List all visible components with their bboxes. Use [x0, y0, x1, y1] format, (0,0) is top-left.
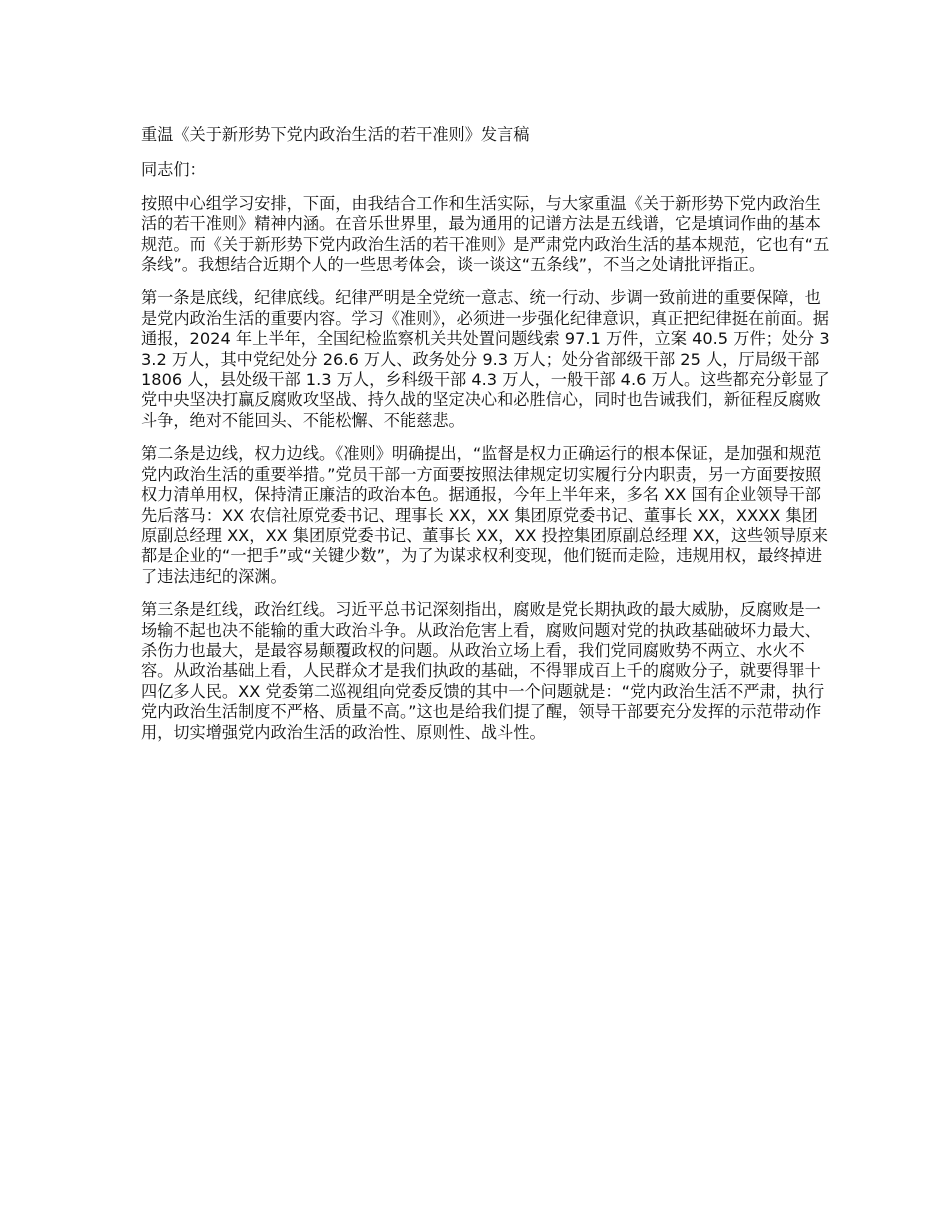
greeting: 同志们：	[141, 160, 206, 180]
paragraph-intro: 按照中心组学习安排，下面，由我结合工作和生活实际，与大家重温《关于新形势下党内政治生活的若干准则》精神内涵。在音乐世界里，最为通用的记谱方法是五线谱，它是填词作曲的基本规范。而《关于新形势下党内政治生活的若干准则》是严肃党内政治生活的基本规范，它也有“五条线”。我想结合近期个人的一些思考体会，谈一谈这“五条线”，不当之处请批评指正。	[141, 193, 830, 275]
paragraph-bottom-line: 第一条是底线，纪律底线。纪律严明是全党统一意志、统一行动、步调一致前进的重要保障，也是党内政治生活的重要内容。学习《准则》，必须进一步强化纪律意识，真正把纪律挺在前面。据通报，2024 年上半年，全国纪检监察机关共处置问题线索 97.1 万件，立案 40.5 万件；处分 33.2 万人，其中党纪处分 26.6 万人、政务处分 9.3 万人；处分省部级干部 25 人，厅局级干部 1806 人，县处级干部 1.3 万人，乡科级干部 4.3 万人，一般干部 4.6 万人。这些都充分彰显了党中央坚决打赢反腐败攻坚战、持久战的坚定决心和必胜信心，同时也告诫我们，新征程反腐败斗争，绝对不能回头、不能松懈、不能慈悲。	[141, 288, 830, 430]
paragraph-boundary-line: 第二条是边线，权力边线。《准则》明确提出，“监督是权力正确运行的根本保证，是加强和规范党内政治生活的重要举措。”党员干部一方面要按照法律规定切实履行分内职责，另一方面要按照权力清单用权，保持清正廉洁的政治本色。据通报，今年上半年来，多名 XX 国有企业领导干部先后落马：XX 农信社原党委书记、理事长 XX，XX 集团原党委书记、董事长 XX，XXXX 集团原副总经理 XX，XX 集团原党委书记、董事长 XX，XX 投控集团原副总经理 XX，这些领导原来都是企业的“一把手”或“关键少数”，为了为谋求权利变现，他们铤而走险，违规用权，最终掉进了违法违纪的深渊。	[141, 444, 828, 586]
document-body	[141, 125, 831, 756]
paragraph-red-line: 第三条是红线，政治红线。习近平总书记深刻指出，腐败是党长期执政的最大威胁，反腐败是一场输不起也决不能输的重大政治斗争。从政治危害上看，腐败问题对党的执政基础破坏力最大、杀伤力也最大，是最容易颠覆政权的问题。从政治立场上看，我们党同腐败势不两立、水火不容。从政治基础上看，人民群众才是我们执政的基础，不得罪成百上千的腐败分子，就要得罪十四亿多人民。XX 党委第二巡视组向党委反馈的其中一个问题就是：“党内政治生活不严肃，执行党内政治生活制度不严格、质量不高。”这也是给我们提了醒，领导干部要充分发挥的示范带动作用，切实增强党内政治生活的政治性、原则性、战斗性。	[141, 600, 825, 742]
document-title: 重温《关于新形势下党内政治生活的若干准则》发言稿	[141, 125, 530, 144]
